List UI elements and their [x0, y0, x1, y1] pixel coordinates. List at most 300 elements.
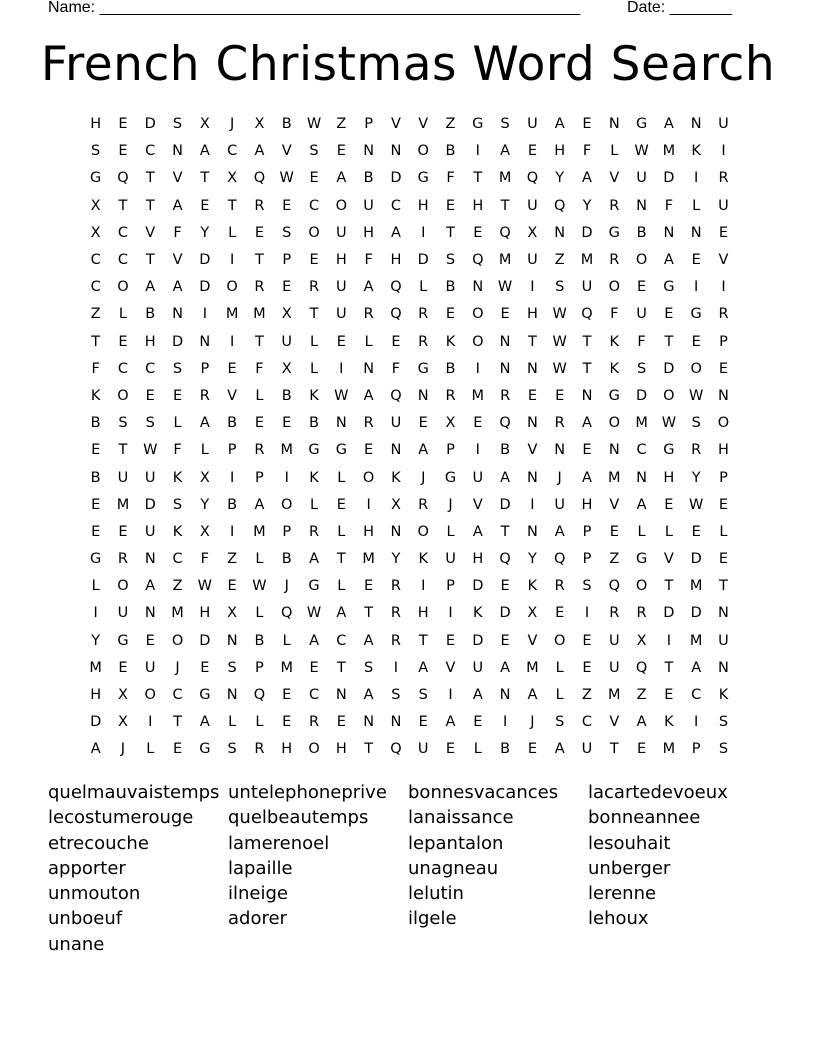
grid-letter: A [90, 741, 101, 758]
grid-letter: H [718, 442, 729, 459]
grid-letter: K [527, 578, 538, 595]
grid-letter: M [662, 143, 676, 160]
grid-letter: Q [499, 551, 511, 568]
word-bank-item: lesouhait [588, 832, 671, 854]
grid-letter: O [144, 687, 156, 704]
grid-letter: G [417, 170, 429, 187]
grid-letter: R [636, 605, 647, 622]
grid-letter: L [255, 714, 264, 731]
grid-letter: T [255, 252, 264, 269]
grid-letter: C [636, 442, 647, 459]
word-bank-item: adorer [228, 908, 287, 930]
grid-letter: K [664, 714, 674, 731]
grid-letter: S [145, 415, 155, 432]
grid-letter: N [172, 143, 183, 160]
grid-letter: Q [253, 170, 266, 187]
grid-row [82, 329, 742, 356]
grid-row [82, 600, 742, 627]
grid-letter: R [254, 279, 265, 296]
grid-letter: C [691, 687, 702, 704]
grid-letter: N [718, 659, 729, 676]
grid-letter: Q [635, 659, 648, 676]
grid-letter: S [227, 659, 237, 676]
grid-letter: S [445, 252, 456, 269]
grid-letter: A [554, 741, 565, 758]
grid-letter: G [308, 578, 320, 595]
grid-letter: N [526, 415, 538, 432]
grid-letter: V [145, 224, 156, 241]
grid-letter: L [200, 442, 209, 459]
grid-letter: E [145, 387, 155, 404]
grid-letter: D [199, 252, 211, 269]
grid-letter: A [363, 632, 374, 649]
grid-letter: E [364, 578, 374, 595]
grid-letter: H [390, 252, 402, 269]
grid-letter: N [718, 387, 729, 404]
grid-letter: Z [609, 551, 620, 568]
grid-letter: D [690, 551, 702, 568]
grid-letter: U [608, 632, 620, 649]
word-bank [48, 780, 788, 957]
grid-letter: E [309, 659, 319, 676]
grid-letter: U [581, 741, 593, 758]
grid-letter: I [475, 442, 480, 459]
grid-letter: C [227, 143, 238, 160]
grid-letter: C [90, 252, 101, 269]
grid-letter: X [527, 605, 538, 622]
grid-letter: C [308, 197, 320, 214]
grid-letter: U [636, 306, 647, 323]
grid-letter: U [718, 632, 729, 649]
grid-letter: B [90, 415, 101, 432]
grid-letter: U [581, 279, 593, 296]
grid-letter: U [144, 469, 156, 486]
grid-letter: E [664, 306, 674, 323]
word-bank-item: lecostumerouge [48, 807, 194, 829]
grid-letter: D [663, 170, 675, 187]
grid-letter: L [309, 333, 319, 350]
grid-letter: E [172, 387, 183, 404]
word-bank-item: unagneau [408, 857, 499, 879]
grid-letter: L [419, 279, 428, 296]
grid-letter: F [582, 143, 592, 160]
grid-letter: N [363, 143, 375, 160]
grid-letter: J [530, 714, 535, 731]
grid-letter: A [418, 442, 429, 459]
grid-letter: A [254, 143, 265, 160]
word-bank-item: unmouton [48, 883, 141, 905]
grid-letter: U [554, 496, 565, 513]
grid-letter: A [691, 659, 702, 676]
grid-letter: X [117, 714, 128, 731]
grid-letter: X [227, 605, 238, 622]
grid-letter: Q [253, 687, 266, 704]
grid-letter: H [663, 469, 675, 486]
grid-letter: N [390, 143, 402, 160]
grid-letter: E [582, 116, 592, 133]
grid-letter: I [694, 279, 699, 296]
grid-letter: O [608, 279, 620, 296]
grid-letter: A [472, 523, 483, 540]
grid-letter: H [281, 741, 293, 758]
grid-letter: K [445, 333, 456, 350]
grid-letter: I [421, 578, 426, 595]
grid-letter: S [309, 143, 319, 160]
grid-letter: A [199, 143, 210, 160]
grid-letter: E [527, 387, 537, 404]
grid-letter: T [719, 578, 728, 595]
grid-letter: O [308, 224, 320, 241]
grid-letter: T [664, 659, 674, 676]
grid-letter: O [362, 469, 375, 486]
grid-letter: I [202, 306, 207, 323]
word-bank-item: ilgele [408, 908, 457, 930]
grid-row [82, 247, 742, 274]
grid-letter: D [581, 224, 593, 241]
grid-letter: K [172, 469, 183, 486]
grid-letter: Q [390, 306, 402, 323]
grid-letter: C [117, 224, 128, 241]
grid-letter: E [282, 279, 292, 296]
grid-letter: J [229, 116, 235, 133]
grid-letter: P [691, 741, 701, 758]
grid-letter: I [475, 143, 480, 160]
grid-letter: N [554, 442, 566, 459]
grid-letter: I [694, 714, 699, 731]
grid-letter: I [229, 469, 235, 486]
grid-letter: K [691, 143, 701, 160]
grid-letter: A [500, 143, 511, 160]
grid-letter: E [118, 143, 128, 160]
grid-letter: E [91, 523, 101, 540]
grid-letter: R [418, 496, 429, 513]
grid-letter: U [445, 551, 456, 568]
grid-letter: M [89, 659, 102, 676]
grid-letter: T [446, 224, 455, 241]
grid-letter: D [390, 170, 402, 187]
grid-letter: P [446, 442, 455, 459]
grid-letter: E [609, 523, 619, 540]
grid-row [82, 356, 742, 383]
grid-letter: R [418, 333, 429, 350]
grid-letter: I [530, 279, 535, 296]
grid-letter: S [118, 415, 128, 432]
grid-letter: M [280, 442, 293, 459]
grid-letter: E [282, 714, 292, 731]
grid-letter: E [527, 741, 537, 758]
grid-letter: B [227, 415, 238, 432]
grid-letter: E [336, 143, 346, 160]
grid-letter: T [145, 170, 155, 187]
grid-letter: M [689, 632, 703, 649]
grid-letter: V [418, 116, 429, 133]
grid-letter: B [90, 469, 101, 486]
grid-letter: A [636, 714, 647, 731]
grid-letter: A [445, 714, 456, 731]
grid-letter: E [718, 360, 729, 377]
grid-letter: Z [90, 306, 101, 323]
grid-letter: L [555, 687, 564, 704]
grid-letter: T [309, 306, 319, 323]
grid-letter: E [718, 496, 729, 513]
grid-letter: X [199, 116, 210, 133]
grid-letter: M [280, 659, 293, 676]
grid-letter: N [144, 551, 156, 568]
grid-letter: O [663, 387, 675, 404]
word-bank-item: lacartedevoeux [588, 782, 728, 803]
grid-letter: E [637, 741, 647, 758]
grid-letter: Y [200, 224, 210, 241]
grid-letter: E [582, 659, 592, 676]
grid-letter: H [417, 605, 429, 622]
grid-letter: S [172, 496, 183, 513]
grid-letter: U [636, 170, 647, 187]
grid-letter: S [227, 741, 237, 758]
grid-letter: M [362, 551, 375, 568]
grid-letter: I [584, 605, 590, 622]
grid-letter: E [418, 415, 428, 432]
grid-letter: A [582, 170, 592, 187]
grid-letter: S [364, 659, 374, 676]
grid-row [82, 383, 742, 410]
grid-letter: E [118, 333, 128, 350]
grid-letter: H [335, 741, 347, 758]
grid-letter: X [281, 306, 292, 323]
name-field-line: Name: ______________________________________________________ [48, 0, 581, 16]
grid-letter: E [691, 252, 701, 269]
grid-letter: M [498, 170, 512, 187]
grid-letter: Q [390, 387, 402, 404]
grid-letter: E [718, 224, 729, 241]
grid-letter: H [363, 523, 375, 540]
grid-letter: E [637, 279, 647, 296]
grid-letter: Q [390, 741, 402, 758]
grid-letter: L [692, 197, 701, 214]
grid-letter: A [199, 714, 210, 731]
grid-letter: H [199, 605, 211, 622]
word-bank-item: bonnesvacances [408, 782, 559, 803]
grid-letter: T [200, 170, 210, 187]
grid-letter: R [390, 578, 401, 595]
grid-letter: M [116, 496, 130, 513]
grid-letter: N [526, 469, 538, 486]
grid-letter: K [718, 687, 729, 704]
grid-letter: T [582, 360, 592, 377]
grid-letter: E [473, 714, 483, 731]
grid-letter: E [200, 659, 210, 676]
grid-letter: R [500, 387, 511, 404]
grid-letter: A [145, 578, 156, 595]
grid-letter: I [666, 632, 672, 649]
grid-letter: O [472, 306, 484, 323]
grid-letter: D [636, 387, 648, 404]
grid-letter: N [499, 360, 511, 377]
grid-letter: U [281, 333, 293, 350]
grid-letter: C [172, 687, 183, 704]
grid-letter: R [691, 442, 702, 459]
grid-letter: W [552, 360, 567, 377]
grid-letter: T [336, 659, 346, 676]
grid-row [82, 193, 742, 220]
grid-letter: D [499, 605, 511, 622]
grid-letter: N [526, 360, 538, 377]
grid-letter: T [118, 197, 128, 214]
grid-letter: N [690, 116, 702, 133]
grid-letter: H [335, 252, 347, 269]
grid-letter: F [664, 197, 674, 214]
grid-letter: T [364, 605, 374, 622]
grid-letter: F [637, 333, 646, 350]
grid-letter: U [472, 469, 484, 486]
grid-row [82, 464, 742, 491]
grid-letter: I [284, 469, 289, 486]
grid-letter: C [145, 143, 156, 160]
grid-row [82, 220, 742, 247]
grid-letter: O [171, 632, 184, 649]
grid-letter: H [554, 143, 566, 160]
grid-letter: L [118, 306, 127, 323]
grid-letter: T [173, 714, 182, 731]
grid-letter: H [363, 224, 375, 241]
grid-letter: K [309, 387, 319, 404]
grid-letter: S [555, 714, 565, 731]
grid-letter: W [689, 387, 704, 404]
grid-letter: T [500, 197, 510, 214]
grid-letter: W [497, 279, 513, 296]
grid-letter: J [557, 469, 562, 486]
grid-letter: W [552, 333, 567, 350]
grid-letter: B [445, 360, 456, 377]
grid-letter: P [364, 116, 373, 133]
grid-letter: G [417, 360, 429, 377]
grid-letter: E [227, 578, 237, 595]
grid-letter: G [335, 442, 347, 459]
word-bank-item: unboeuf [48, 908, 123, 930]
grid-letter: A [199, 415, 210, 432]
grid-letter: F [446, 170, 455, 187]
grid-letter: N [226, 687, 238, 704]
grid-letter: Z [582, 687, 592, 704]
grid-letter: A [527, 687, 538, 704]
grid-letter: A [500, 469, 511, 486]
grid-letter: Y [91, 632, 101, 649]
grid-letter: E [309, 170, 319, 187]
grid-letter: X [199, 469, 210, 486]
grid-row [82, 437, 742, 464]
grid-letter: Y [582, 197, 592, 214]
grid-letter: N [335, 687, 347, 704]
grid-letter: I [448, 605, 453, 622]
grid-letter: T [91, 333, 101, 350]
grid-letter: L [173, 415, 182, 432]
grid-letter: A [172, 197, 183, 214]
grid-letter: L [228, 224, 237, 241]
grid-letter: M [225, 306, 239, 323]
grid-letter: X [254, 116, 265, 133]
grid-letter: H [472, 197, 484, 214]
grid-letter: I [721, 143, 726, 160]
grid-letter: U [527, 197, 538, 214]
grid-letter: G [690, 306, 702, 323]
grid-letter: B [254, 632, 265, 649]
letter-grid [82, 111, 742, 764]
grid-row [82, 274, 742, 301]
grid-letter: F [255, 360, 264, 377]
grid-letter: V [609, 170, 620, 187]
grid-letter: R [308, 714, 320, 731]
grid-letter: T [664, 333, 674, 350]
grid-letter: Z [554, 252, 565, 269]
grid-row [82, 138, 742, 165]
grid-letter: P [582, 523, 592, 540]
grid-letter: E [118, 523, 128, 540]
grid-letter: W [279, 170, 294, 187]
grid-letter: V [390, 116, 401, 133]
grid-letter: L [309, 360, 319, 377]
grid-letter: Q [281, 605, 293, 622]
grid-letter: R [254, 442, 265, 459]
grid-letter: O [335, 197, 348, 214]
grid-letter: X [227, 170, 238, 187]
grid-letter: A [554, 116, 565, 133]
grid-letter: I [93, 605, 98, 622]
grid-letter: C [90, 279, 101, 296]
grid-letter: G [90, 170, 102, 187]
grid-letter: S [555, 279, 565, 296]
grid-row [82, 736, 742, 763]
grid-letter: X [117, 687, 128, 704]
grid-letter: O [117, 387, 129, 404]
grid-letter: T [255, 333, 264, 350]
grid-letter: B [227, 496, 238, 513]
grid-letter: Z [636, 687, 647, 704]
grid-letter: X [636, 632, 647, 649]
grid-letter: P [719, 469, 728, 486]
grid-letter: F [364, 252, 373, 269]
grid-letter: F [200, 551, 209, 568]
grid-letter: A [472, 687, 483, 704]
grid-letter: Q [553, 197, 566, 214]
grid-letter: L [255, 387, 264, 404]
grid-letter: N [226, 632, 238, 649]
grid-letter: D [499, 496, 511, 513]
grid-letter: N [636, 197, 648, 214]
grid-letter: E [555, 605, 565, 622]
grid-letter: M [471, 387, 485, 404]
grid-letter: P [255, 469, 264, 486]
grid-letter: N [526, 523, 538, 540]
grid-row [82, 709, 742, 736]
grid-row [82, 655, 742, 682]
word-bank-item: lepantalon [408, 832, 504, 854]
grid-letter: D [144, 116, 156, 133]
grid-letter: W [197, 578, 212, 595]
grid-letter: E [555, 387, 565, 404]
grid-letter: A [663, 252, 674, 269]
grid-letter: B [281, 116, 292, 133]
grid-letter: E [282, 687, 292, 704]
grid-letter: T [527, 333, 537, 350]
grid-letter: W [661, 415, 677, 432]
grid-letter: R [254, 197, 265, 214]
grid-letter: V [445, 659, 456, 676]
grid-letter: S [172, 360, 183, 377]
grid-letter: M [608, 469, 621, 486]
grid-letter: T [664, 578, 674, 595]
grid-letter: N [636, 469, 648, 486]
grid-letter: W [634, 143, 649, 160]
grid-letter: E [227, 360, 237, 377]
